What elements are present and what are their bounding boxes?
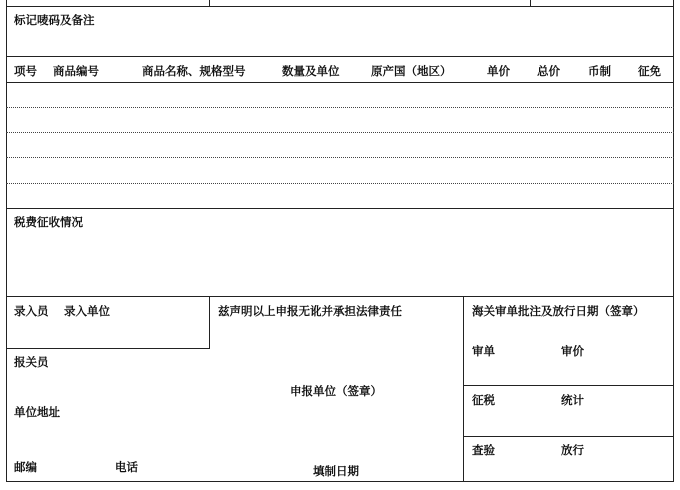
- inspection-label: 查验: [472, 443, 495, 457]
- goods-row-line: [6, 132, 674, 133]
- header-unit-price: 单价: [487, 64, 510, 78]
- goods-row-line: [6, 107, 674, 108]
- entry-clerk-label: 录入员: [14, 304, 49, 318]
- bottom-divider-left: [209, 296, 210, 348]
- goods-row-line: [6, 157, 674, 158]
- divider-tax-bottom: [6, 296, 674, 297]
- header-quantity-unit: 数量及单位: [282, 64, 340, 78]
- divider-header-bottom: [6, 82, 674, 83]
- header-origin-country: 原产国（地区）: [371, 64, 452, 78]
- customs-title: 海关审单批注及放行日期（签章）: [472, 304, 645, 318]
- divider-top: [6, 6, 674, 7]
- goods-row-line: [6, 183, 674, 184]
- customs-row-line: [463, 436, 674, 437]
- header-item-no: 项号: [14, 64, 37, 78]
- entry-box-bottom: [6, 348, 210, 349]
- divider-goods-bottom: [6, 208, 674, 209]
- tax-collection-label: 征税: [472, 393, 495, 407]
- price-review-label: 审价: [561, 344, 584, 358]
- review-label: 审单: [472, 344, 495, 358]
- broker-label: 报关员: [14, 355, 49, 369]
- header-tax-exemption: 征免: [638, 64, 661, 78]
- tax-label: 税费征收情况: [14, 215, 83, 229]
- release-label: 放行: [561, 443, 584, 457]
- divider-marks-bottom: [6, 56, 674, 57]
- form-right-border: [673, 0, 674, 482]
- statistics-label: 统计: [561, 393, 584, 407]
- declaration-statement: 兹声明以上申报无讹并承担法律责任: [218, 304, 402, 318]
- bottom-divider-right: [463, 296, 464, 482]
- declarant-unit-label: 申报单位（签章）: [290, 384, 382, 398]
- postcode-label: 邮编: [14, 460, 37, 474]
- header-total-price: 总价: [537, 64, 560, 78]
- header-name-spec: 商品名称、规格型号: [142, 64, 246, 78]
- phone-label: 电话: [115, 460, 138, 474]
- customs-row-line: [463, 385, 674, 386]
- fill-date-label: 填制日期: [313, 464, 359, 478]
- header-currency: 币制: [588, 64, 611, 78]
- marks-label: 标记唛码及备注: [14, 13, 95, 27]
- address-label: 单位地址: [14, 405, 60, 419]
- header-commodity-code: 商品编号: [53, 64, 99, 78]
- entry-unit-label: 录入单位: [64, 304, 110, 318]
- divider-form-bottom: [6, 481, 674, 482]
- form-left-border: [6, 0, 7, 482]
